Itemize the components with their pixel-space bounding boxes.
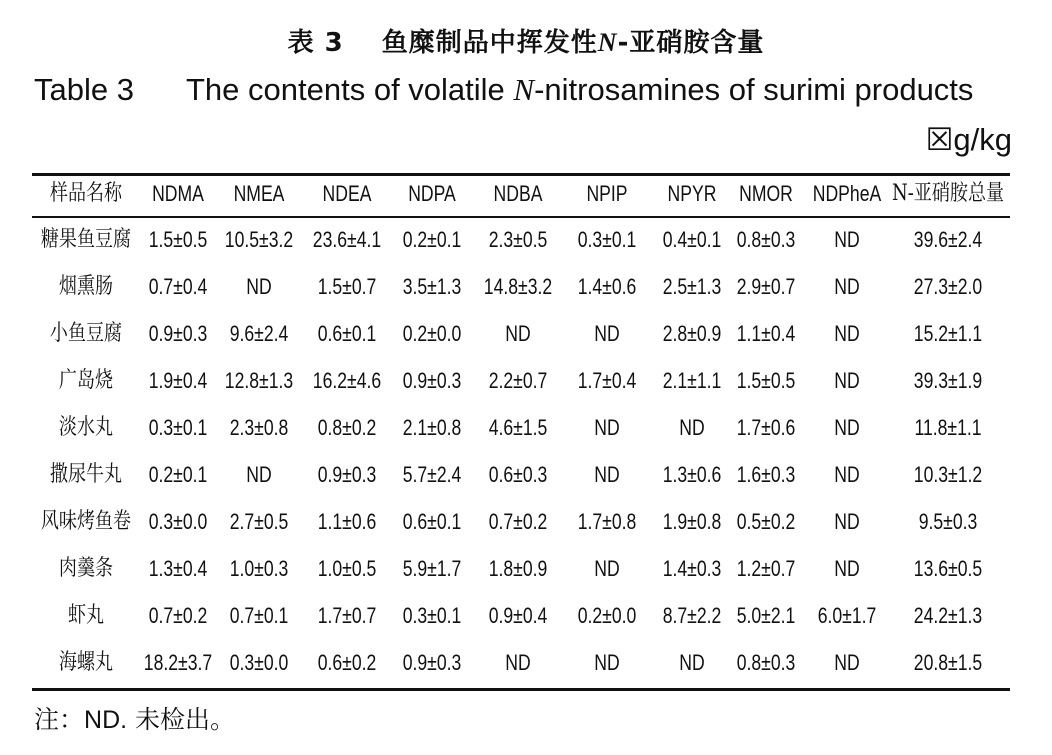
sample-name-cell: 风味烤鱼卷 bbox=[40, 509, 132, 534]
table-cell: 0.7±0.1 bbox=[229, 603, 289, 628]
table-cell: 0.2±0.0 bbox=[577, 603, 637, 628]
header-cell: NMOR bbox=[739, 181, 793, 206]
caption-cn-label: 表 3 bbox=[287, 28, 344, 58]
caption-en-title-before: The contents of volatile bbox=[186, 72, 514, 107]
table-cell: ND bbox=[834, 274, 860, 299]
table-cell: ND bbox=[834, 415, 860, 440]
caption-en-title-after: -nitrosamines of surimi products bbox=[534, 72, 974, 107]
table-cell: 0.3±0.1 bbox=[402, 603, 462, 628]
table-cell: 0.2±0.0 bbox=[402, 321, 462, 346]
table-cell: ND bbox=[594, 415, 620, 440]
table-cell: 0.9±0.3 bbox=[402, 650, 462, 675]
header-cell: NDMA bbox=[152, 181, 204, 206]
table-cell: 0.7±0.2 bbox=[488, 509, 548, 534]
table-cell: 1.4±0.6 bbox=[577, 274, 637, 299]
table-cell: ND bbox=[679, 650, 705, 675]
table-cell: 5.7±2.4 bbox=[402, 462, 462, 487]
table-cell: 0.6±0.3 bbox=[488, 462, 548, 487]
table-cell: 0.8±0.2 bbox=[317, 415, 377, 440]
table-cell: 2.9±0.7 bbox=[736, 274, 796, 299]
table-cell: ND bbox=[594, 462, 620, 487]
table-cell: ND bbox=[834, 321, 860, 346]
sample-name-cell: 肉羹条 bbox=[58, 556, 114, 581]
sample-name-cell: 小鱼豆腐 bbox=[49, 321, 123, 346]
table-cell: ND bbox=[246, 274, 272, 299]
header-cell: NDPA bbox=[408, 181, 456, 206]
table-cell: 24.2±1.3 bbox=[913, 603, 983, 628]
table-cell: 0.9±0.4 bbox=[488, 603, 548, 628]
table-cell: 3.5±1.3 bbox=[402, 274, 462, 299]
table-cell: 0.3±0.1 bbox=[577, 227, 637, 252]
table-cell: 9.5±0.3 bbox=[918, 509, 978, 534]
header-cell: NDPheA bbox=[812, 181, 882, 206]
table-cell: ND bbox=[505, 650, 531, 675]
table-cell: 0.9±0.3 bbox=[148, 321, 208, 346]
table-cell: 0.3±0.0 bbox=[229, 650, 289, 675]
table-cell: ND bbox=[834, 556, 860, 581]
table-cell: 14.8±3.2 bbox=[483, 274, 553, 299]
header-cell: NDEA bbox=[322, 181, 372, 206]
sample-name-cell: 广岛烧 bbox=[58, 368, 114, 393]
table-cell: 1.6±0.3 bbox=[736, 462, 796, 487]
table-cell: 1.8±0.9 bbox=[488, 556, 548, 581]
table-cell: 1.1±0.4 bbox=[736, 321, 796, 346]
table-cell: 4.6±1.5 bbox=[488, 415, 548, 440]
table-cell: 1.9±0.4 bbox=[148, 368, 208, 393]
table-cell: 2.8±0.9 bbox=[662, 321, 722, 346]
table-cell: 1.5±0.5 bbox=[736, 368, 796, 393]
table-cell: 1.0±0.5 bbox=[317, 556, 377, 581]
table-cell: 9.6±2.4 bbox=[229, 321, 289, 346]
table-cell: 2.7±0.5 bbox=[229, 509, 289, 534]
table-cell: ND bbox=[505, 321, 531, 346]
table-cell: ND bbox=[246, 462, 272, 487]
table-cell: 1.9±0.8 bbox=[662, 509, 722, 534]
table-cell: 39.6±2.4 bbox=[913, 227, 983, 252]
table-cell: 1.4±0.3 bbox=[662, 556, 722, 581]
table-cell: 27.3±2.0 bbox=[913, 274, 983, 299]
table-cell: 16.2±4.6 bbox=[312, 368, 382, 393]
header-cell: NPYR bbox=[667, 181, 717, 206]
table-cell: 0.7±0.2 bbox=[148, 603, 208, 628]
table-cell: 0.3±0.0 bbox=[148, 509, 208, 534]
table-cell: 0.9±0.3 bbox=[317, 462, 377, 487]
header-cell: 样品名称 bbox=[49, 181, 123, 206]
table-cell: ND bbox=[834, 509, 860, 534]
table-cell: 0.5±0.2 bbox=[736, 509, 796, 534]
table-cell: ND bbox=[594, 556, 620, 581]
header-cell: NPIP bbox=[586, 181, 628, 206]
header-cell: NDBA bbox=[493, 181, 543, 206]
table-cell: 10.3±1.2 bbox=[913, 462, 983, 487]
table-cell: ND bbox=[834, 368, 860, 393]
sample-name-cell: 淡水丸 bbox=[58, 415, 114, 440]
table-cell: 2.1±0.8 bbox=[402, 415, 462, 440]
header-cell: N-亚硝胺总量 bbox=[891, 181, 1005, 206]
table-cell: 20.8±1.5 bbox=[913, 650, 983, 675]
table-cell: 1.3±0.6 bbox=[662, 462, 722, 487]
table-cell: 1.5±0.7 bbox=[317, 274, 377, 299]
table-cell: 2.5±1.3 bbox=[662, 274, 722, 299]
table-cell: 1.7±0.8 bbox=[577, 509, 637, 534]
table-cell: 5.0±2.1 bbox=[736, 603, 796, 628]
table-note bbox=[34, 700, 235, 736]
table-cell: 2.3±0.8 bbox=[229, 415, 289, 440]
table-cell: 12.8±1.3 bbox=[224, 368, 294, 393]
sample-name-cell: 糖果鱼豆腐 bbox=[40, 227, 132, 252]
table-cell: 1.1±0.6 bbox=[317, 509, 377, 534]
table-cell: 18.2±3.7 bbox=[143, 650, 213, 675]
table-cell: 0.4±0.1 bbox=[662, 227, 722, 252]
table-cell: 1.5±0.5 bbox=[148, 227, 208, 252]
table-cell: 39.3±1.9 bbox=[913, 368, 983, 393]
note-prefix: 注： bbox=[34, 705, 85, 734]
table-cell: 0.2±0.1 bbox=[402, 227, 462, 252]
table-cell: 0.2±0.1 bbox=[148, 462, 208, 487]
table-cell: 5.9±1.7 bbox=[402, 556, 462, 581]
unit-label: ☒g/kg bbox=[925, 122, 1012, 157]
table-cell: ND bbox=[834, 227, 860, 252]
table-cell: ND bbox=[834, 650, 860, 675]
header-cell: NMEA bbox=[233, 181, 285, 206]
table-cell: 0.8±0.3 bbox=[736, 227, 796, 252]
sample-name-cell: 海螺丸 bbox=[58, 650, 114, 675]
table-cell: ND bbox=[594, 321, 620, 346]
table-cell: 0.8±0.3 bbox=[736, 650, 796, 675]
table-cell: ND bbox=[594, 650, 620, 675]
table-cell: 0.6±0.2 bbox=[317, 650, 377, 675]
sample-name-cell: 撒尿牛丸 bbox=[49, 462, 123, 487]
caption-cn bbox=[0, 22, 1052, 59]
table-cell: 8.7±2.2 bbox=[662, 603, 722, 628]
table-cell: 1.7±0.4 bbox=[577, 368, 637, 393]
table-cell: 0.6±0.1 bbox=[402, 509, 462, 534]
table-cell: 11.8±1.1 bbox=[914, 415, 982, 440]
table-cell: 0.6±0.1 bbox=[317, 321, 377, 346]
caption-cn-title-after: -亚硝胺含量 bbox=[617, 28, 765, 58]
table-cell: ND bbox=[834, 462, 860, 487]
table-cell: 0.9±0.3 bbox=[402, 368, 462, 393]
table-cell: 13.6±0.5 bbox=[913, 556, 983, 581]
caption-cn-title-before: 鱼糜制品中挥发性 bbox=[381, 28, 598, 58]
caption-en bbox=[34, 72, 1014, 108]
table-cell: 2.2±0.7 bbox=[488, 368, 548, 393]
table-cell: 1.7±0.6 bbox=[736, 415, 796, 440]
table-cell: 0.7±0.4 bbox=[148, 274, 208, 299]
table-cell: 1.7±0.7 bbox=[317, 603, 377, 628]
table-cell: 10.5±3.2 bbox=[224, 227, 294, 252]
table-cell: 1.0±0.3 bbox=[229, 556, 289, 581]
table-cell: 2.1±1.1 bbox=[662, 368, 722, 393]
table-header-rule bbox=[32, 216, 1010, 218]
sample-name-cell: 烟熏肠 bbox=[58, 274, 114, 299]
sample-name-cell: 虾丸 bbox=[67, 603, 105, 628]
caption-en-label: Table 3 bbox=[34, 72, 134, 107]
table-cell: 15.2±1.1 bbox=[913, 321, 983, 346]
caption-cn-italic-n: N bbox=[597, 28, 618, 57]
table-cell: 1.3±0.4 bbox=[148, 556, 208, 581]
table-cell: 2.3±0.5 bbox=[488, 227, 548, 252]
table-cell: 6.0±1.7 bbox=[817, 603, 877, 628]
table-cell: ND bbox=[679, 415, 705, 440]
caption-en-italic-n: N bbox=[513, 72, 535, 107]
table-cell: 23.6±4.1 bbox=[312, 227, 382, 252]
table-bottom-rule bbox=[32, 688, 1010, 691]
table-cell: 0.3±0.1 bbox=[148, 415, 208, 440]
table-cell: 1.2±0.7 bbox=[736, 556, 796, 581]
note-nd: ND. bbox=[84, 706, 128, 734]
note-text: 未检出。 bbox=[127, 705, 236, 734]
table-top-rule bbox=[32, 173, 1010, 176]
